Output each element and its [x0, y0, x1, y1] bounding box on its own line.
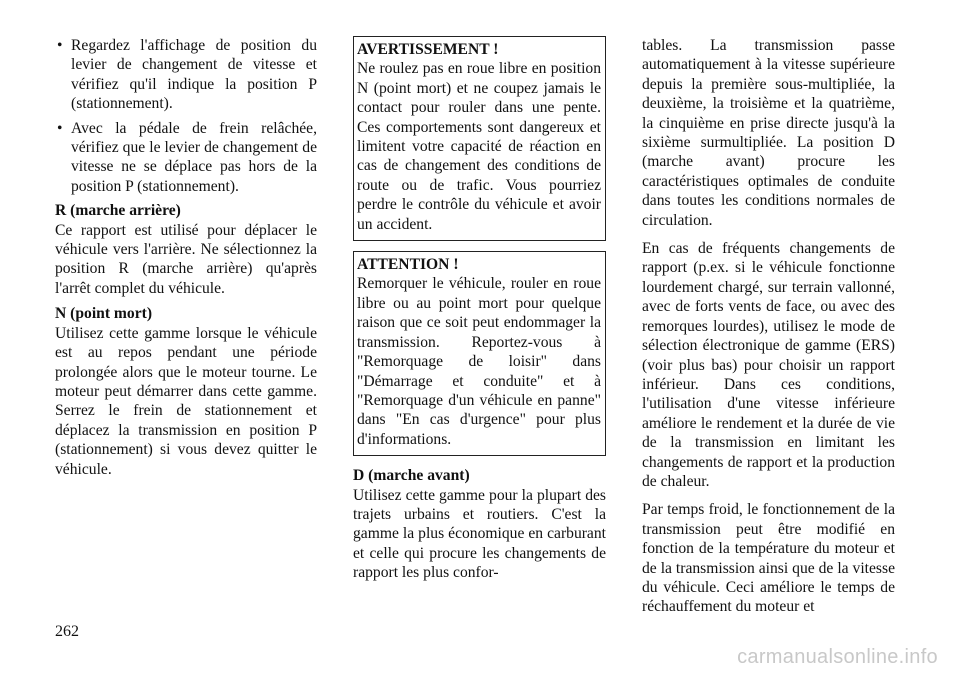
r-paragraph: Ce rapport est utilisé pour déplacer le véhicule vers l'arrière. Ne sélectionnez la position R (marche arrière) qu'après l'arrêt complet du véhicule.	[55, 221, 317, 297]
bullet-text: Regardez l'affichage de position du levier de changement de vitesse et vérifiez qu'il indique la position P (stationnement).	[71, 37, 317, 113]
paragraph: En cas de fréquents changements de rapport (p.ex. si le véhicule fonctionne lourdement chargé, sur terrain vallonné, avec de forts vents de face, ou avec des remorques lourdes), utilisez le mode de sélection électronique de gamme (ERS) (voir plus bas) pour choisir un rapport inférieur. Dans ces conditions, l'utilisation d'une vitesse inférieure améliore le rendement et la durée de vie de la transmission en limitant les changements de rapport et la production de chaleur.	[642, 240, 895, 490]
bullet-item	[55, 36, 317, 114]
n-heading: N (point mort)	[55, 305, 153, 323]
bullet-text: Avec la pédale de frein relâchée, vérifiez que le levier de changement de vitesse ne se déplace pas hors de la position P (stationnement).	[71, 119, 317, 195]
d-heading: D (marche avant)	[353, 467, 470, 485]
watermark: carmanualsonline.info	[737, 646, 938, 668]
column-right	[642, 36, 895, 626]
bullet-item	[55, 119, 317, 197]
warning-text: Ne roulez pas en roue libre en position N (point mort) et ne coupez jamais le contact pour rouler dans une pente. Ces comportements sont dangereux et limitent votre capacité de réaction en cas de changement des conditions de route ou de trafic. Vous pourriez perdre le contrôle du véhicule et avoir un accident.	[357, 60, 601, 233]
page-number: 262	[55, 623, 79, 640]
warning-box	[353, 36, 606, 241]
bullet-icon: •	[57, 119, 63, 137]
bullet-list	[55, 36, 317, 196]
column-middle	[353, 36, 606, 583]
n-paragraph: Utilisez cette gamme lorsque le véhicule est au repos pendant une période prolongée alors que le moteur tourne. Le moteur peut démarrer dans cette gamme. Serrez le frein de stationnement et déplacez la transmission en position P (stationnement) si vous devez quitter le véhicule.	[55, 324, 317, 478]
caution-box	[353, 251, 606, 456]
bullet-icon: •	[57, 37, 63, 54]
caution-title: ATTENTION !	[357, 256, 459, 274]
paragraph: tables. La transmission passe automatiquement à la vitesse supérieure depuis la première sous-multipliée, la deuxième, la troisième et la quatrième, la cinquième en prise directe jusqu'à la sixième surmultipliée. La position D (marche avant) procure les caractéristiques optimales de conduite dans toutes les conditions normales de circulation.	[642, 37, 895, 229]
column-left	[55, 36, 317, 479]
d-paragraph: Utilisez cette gamme pour la plupart des trajets urbains et routiers. C'est la gamme la plus économique en carburant et celle qui procure les changements de rapport les plus confor-	[353, 486, 606, 582]
r-heading: R (marche arrière)	[55, 202, 181, 220]
caution-text: Remorquer le véhicule, rouler en roue libre ou au point mort pour quelque raison que ce soit peut endommager la transmission. Reportez-vous à "Remorquage de loisir" dans "Démarrage et conduite" et à "Remorquage d'un véhicule en panne" dans "En cas d'urgence" pour plus d'informations.	[357, 275, 601, 448]
warning-title: AVERTISSEMENT !	[357, 41, 499, 58]
paragraph: Par temps froid, le fonctionnement de la transmission peut être modifié en fonction de la température du moteur et de la transmission ainsi que de la vitesse du véhicule. Ceci améliore le temps de réchauffement du moteur et	[642, 501, 895, 616]
